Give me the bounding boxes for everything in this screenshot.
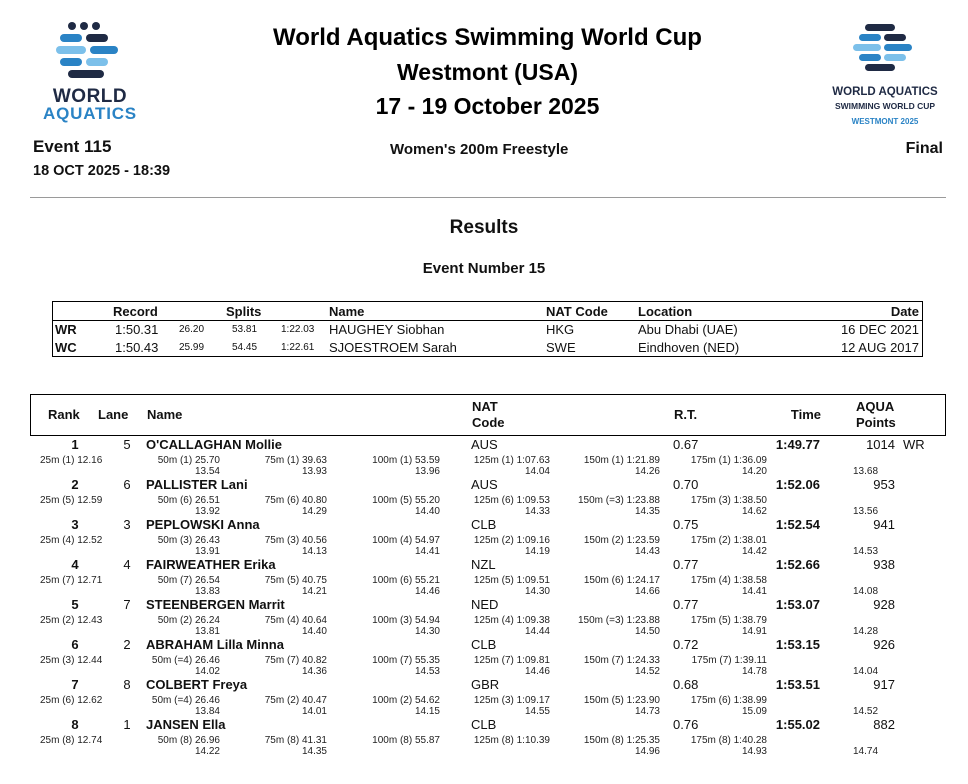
record-split: 25.99 xyxy=(179,342,205,353)
lap-75: 14.13 xyxy=(301,546,327,557)
split-125: 125m (8) 1:10.39 xyxy=(473,735,550,746)
result-lane: 1 xyxy=(123,717,131,732)
split-75: 75m (8) 41.31 xyxy=(264,735,327,746)
lap-200: 14.74 xyxy=(853,746,879,757)
logo-text-westmont: WESTMONT 2025 xyxy=(851,117,919,126)
result-name: FAIRWEATHER Erika xyxy=(146,557,276,572)
split-125: 125m (5) 1:09.51 xyxy=(473,575,550,586)
result-rank: 3 xyxy=(71,517,79,532)
record-time: 1:50.31 xyxy=(115,322,159,337)
lap-150: 14.73 xyxy=(634,706,660,717)
result-name: ABRAHAM Lilla Minna xyxy=(146,637,284,652)
lap-200: 13.68 xyxy=(853,466,879,477)
swimming-world-cup-logo xyxy=(810,22,960,132)
lap-125: 14.33 xyxy=(524,506,550,517)
event-number: Event Number 15 xyxy=(422,260,546,277)
lap-175: 14.78 xyxy=(741,666,767,677)
logo-text-world-aquatics: WORLD AQUATICS xyxy=(832,86,938,98)
logo-text-world: WORLD xyxy=(52,86,128,107)
logo-text-aquatics: AQUATICS xyxy=(43,104,137,123)
lap-150: 14.96 xyxy=(634,746,660,757)
record-holder: SJOESTROEM Sarah xyxy=(329,340,457,355)
event-datetime: 18 OCT 2025 - 18:39 xyxy=(33,163,171,179)
lap-75: 14.35 xyxy=(301,746,327,757)
split-150: 150m (7) 1:24.33 xyxy=(583,655,660,666)
record-time: 1:50.43 xyxy=(115,340,159,355)
result-nat: CLB xyxy=(471,637,497,652)
result-nat: NZL xyxy=(471,557,496,572)
table-row xyxy=(30,717,946,757)
lap-150: 14.26 xyxy=(634,466,660,477)
lap-175: 14.41 xyxy=(741,586,767,597)
result-rt: 0.68 xyxy=(673,677,699,692)
lap-175: 14.62 xyxy=(741,506,767,517)
lap-75: 14.36 xyxy=(301,666,327,677)
split-75: 75m (5) 40.75 xyxy=(264,575,327,586)
col-points: Points xyxy=(856,415,896,430)
lap-175: 14.20 xyxy=(741,466,767,477)
split-175: 175m (7) 1:39.11 xyxy=(691,655,767,666)
split-100: 100m (7) 55.35 xyxy=(372,655,440,666)
lap-50: 13.81 xyxy=(194,626,220,637)
split-150: 150m (=3) 1:23.88 xyxy=(578,495,660,506)
split-150: 150m (5) 1:23.90 xyxy=(583,695,660,706)
lap-100: 14.46 xyxy=(414,586,440,597)
split-175: 175m (8) 1:40.28 xyxy=(690,735,767,746)
result-lane: 5 xyxy=(123,437,131,452)
result-points: 917 xyxy=(873,677,895,692)
result-rt: 0.72 xyxy=(673,637,699,652)
table-row xyxy=(30,557,946,597)
col-time: Time xyxy=(790,407,821,422)
record-date: 16 DEC 2021 xyxy=(840,322,919,337)
lap-150: 14.52 xyxy=(634,666,660,677)
result-rt: 0.75 xyxy=(673,517,699,532)
split-150: 150m (2) 1:23.59 xyxy=(583,535,660,546)
result-lane: 2 xyxy=(123,637,131,652)
world-aquatics-logo xyxy=(30,18,150,122)
record-split: 1:22.03 xyxy=(281,324,315,335)
lap-150: 14.43 xyxy=(634,546,660,557)
lap-200: 14.04 xyxy=(853,666,879,677)
table-row xyxy=(30,477,946,517)
result-lane: 6 xyxy=(123,477,131,492)
result-nat: NED xyxy=(471,597,499,612)
result-rt: 0.76 xyxy=(673,717,699,732)
col-nat: NAT Code xyxy=(546,304,608,319)
split-100: 100m (1) 53.59 xyxy=(372,455,440,466)
col-date: Date xyxy=(890,304,919,319)
split-100: 100m (8) 55.87 xyxy=(372,735,440,746)
split-125: 125m (4) 1:09.38 xyxy=(473,615,550,626)
lap-200: 14.28 xyxy=(853,626,879,637)
split-25: 25m (8) 12.74 xyxy=(40,735,103,746)
split-175: 175m (3) 1:38.50 xyxy=(690,495,767,506)
split-75: 75m (6) 40.80 xyxy=(264,495,327,506)
lap-100: 13.96 xyxy=(414,466,440,477)
split-25: 25m (2) 12.43 xyxy=(40,615,103,626)
split-50: 50m (3) 26.43 xyxy=(157,535,220,546)
record-nat: SWE xyxy=(546,340,576,355)
result-nat: CLB xyxy=(471,517,497,532)
logo-text-world-cup: SWIMMING WORLD CUP xyxy=(834,101,936,111)
split-25: 25m (3) 12.44 xyxy=(40,655,103,666)
split-150: 150m (8) 1:25.35 xyxy=(583,735,660,746)
col-name: Name xyxy=(329,304,365,319)
table-row xyxy=(30,637,946,677)
result-nat: CLB xyxy=(471,717,497,732)
split-100: 100m (6) 55.21 xyxy=(372,575,440,586)
split-125: 125m (2) 1:09.16 xyxy=(473,535,550,546)
lap-75: 14.40 xyxy=(301,626,327,637)
record-split: 1:22.61 xyxy=(281,342,315,353)
record-code: WR xyxy=(55,322,77,337)
result-name: STEENBERGEN Marrit xyxy=(146,597,285,612)
split-100: 100m (3) 54.94 xyxy=(372,615,440,626)
lap-50: 13.84 xyxy=(194,706,220,717)
lap-150: 14.66 xyxy=(634,586,660,597)
record-holder: HAUGHEY Siobhan xyxy=(329,322,445,337)
result-name: O'CALLAGHAN Mollie xyxy=(146,437,282,452)
result-points: 882 xyxy=(873,717,895,732)
split-100: 100m (2) 54.62 xyxy=(372,695,440,706)
split-125: 125m (6) 1:09.53 xyxy=(473,495,550,506)
col-name: Name xyxy=(147,407,183,422)
col-record: Record xyxy=(113,304,158,319)
result-points: 1014 xyxy=(866,437,895,452)
record-split: 53.81 xyxy=(232,324,258,335)
result-lane: 8 xyxy=(123,677,131,692)
event-name: Women's 200m Freestyle xyxy=(390,141,569,158)
split-50: 50m (=4) 26.46 xyxy=(151,655,220,666)
lap-75: 14.01 xyxy=(301,706,327,717)
split-75: 75m (2) 40.47 xyxy=(264,695,327,706)
record-location: Eindhoven (NED) xyxy=(638,340,740,355)
result-rt: 0.70 xyxy=(673,477,699,492)
wave-logo-icon xyxy=(54,20,126,80)
result-record: WR xyxy=(903,437,925,452)
result-time: 1:52.66 xyxy=(775,557,820,572)
result-lane: 4 xyxy=(123,557,131,572)
result-time: 1:53.51 xyxy=(775,677,820,692)
lap-200: 14.08 xyxy=(853,586,879,597)
col-nat: NAT xyxy=(472,399,498,414)
result-rank: 6 xyxy=(71,637,79,652)
results-header xyxy=(30,394,946,436)
split-25: 25m (7) 12.71 xyxy=(40,575,103,586)
split-175: 175m (4) 1:38.58 xyxy=(690,575,767,586)
lap-200: 14.52 xyxy=(853,706,879,717)
lap-125: 14.46 xyxy=(524,666,550,677)
result-points: 953 xyxy=(873,477,895,492)
lap-125: 14.55 xyxy=(524,706,550,717)
col-rank: Rank xyxy=(48,407,80,422)
split-25: 25m (5) 12.59 xyxy=(40,495,103,506)
split-50: 50m (1) 25.70 xyxy=(157,455,220,466)
lap-50: 14.02 xyxy=(194,666,220,677)
result-time: 1:53.15 xyxy=(775,637,820,652)
col-aqua: AQUA xyxy=(856,399,895,414)
record-row xyxy=(53,321,922,339)
result-rank: 2 xyxy=(71,477,79,492)
record-split: 26.20 xyxy=(179,324,205,335)
result-rank: 8 xyxy=(71,717,79,732)
result-nat: AUS xyxy=(471,477,498,492)
record-split: 54.45 xyxy=(232,342,258,353)
lap-125: 14.30 xyxy=(524,586,550,597)
record-location: Abu Dhabi (UAE) xyxy=(638,322,738,337)
col-rt: R.T. xyxy=(674,407,698,422)
lap-100: 14.15 xyxy=(414,706,440,717)
split-150: 150m (1) 1:21.89 xyxy=(583,455,660,466)
table-row xyxy=(30,677,946,717)
split-75: 75m (4) 40.64 xyxy=(264,615,327,626)
split-125: 125m (3) 1:09.17 xyxy=(473,695,550,706)
split-175: 175m (1) 1:36.09 xyxy=(690,455,767,466)
result-rank: 7 xyxy=(71,677,79,692)
lap-200: 14.53 xyxy=(853,546,879,557)
result-nat: AUS xyxy=(471,437,498,452)
result-time: 1:52.06 xyxy=(775,477,820,492)
meet-location: Westmont (USA) xyxy=(396,59,578,85)
split-175: 175m (2) 1:38.01 xyxy=(690,535,767,546)
record-date: 12 AUG 2017 xyxy=(840,340,919,355)
table-row xyxy=(30,437,946,477)
result-name: JANSEN Ella xyxy=(146,717,226,732)
lap-200: 13.56 xyxy=(853,506,879,517)
result-name: COLBERT Freya xyxy=(146,677,248,692)
result-rt: 0.77 xyxy=(673,557,699,572)
lap-50: 13.54 xyxy=(194,466,220,477)
header-divider xyxy=(30,197,946,198)
record-code: WC xyxy=(55,340,77,355)
lap-50: 14.22 xyxy=(194,746,220,757)
results-title: Results xyxy=(449,217,519,238)
lap-100: 14.30 xyxy=(414,626,440,637)
lap-175: 14.42 xyxy=(741,546,767,557)
lap-150: 14.50 xyxy=(634,626,660,637)
result-rt: 0.77 xyxy=(673,597,699,612)
split-125: 125m (1) 1:07.63 xyxy=(473,455,550,466)
table-row xyxy=(30,517,946,557)
col-lane: Lane xyxy=(98,407,129,422)
col-code: Code xyxy=(472,415,505,430)
wave-logo-icon xyxy=(851,22,919,78)
result-points: 938 xyxy=(873,557,895,572)
split-75: 75m (3) 40.56 xyxy=(264,535,327,546)
result-nat: GBR xyxy=(471,677,500,692)
lap-75: 14.29 xyxy=(301,506,327,517)
lap-50: 13.83 xyxy=(194,586,220,597)
result-time: 1:53.07 xyxy=(775,597,820,612)
lap-100: 14.41 xyxy=(414,546,440,557)
result-time: 1:49.77 xyxy=(775,437,820,452)
meet-title: World Aquatics Swimming World Cup xyxy=(273,24,702,51)
result-lane: 7 xyxy=(123,597,131,612)
result-lane: 3 xyxy=(123,517,131,532)
event-round: Final xyxy=(905,140,943,157)
result-time: 1:55.02 xyxy=(775,717,820,732)
meet-dates: 17 - 19 October 2025 xyxy=(375,93,600,119)
records-table xyxy=(52,301,923,357)
lap-150: 14.35 xyxy=(634,506,660,517)
split-125: 125m (7) 1:09.81 xyxy=(473,655,550,666)
lap-175: 14.93 xyxy=(741,746,767,757)
result-points: 926 xyxy=(873,637,895,652)
table-row xyxy=(30,597,946,637)
lap-50: 13.92 xyxy=(194,506,220,517)
split-175: 175m (6) 1:38.99 xyxy=(690,695,767,706)
result-points: 941 xyxy=(873,517,895,532)
lap-100: 14.53 xyxy=(414,666,440,677)
split-25: 25m (1) 12.16 xyxy=(40,455,103,466)
col-location: Location xyxy=(638,304,693,319)
lap-75: 13.93 xyxy=(301,466,327,477)
lap-175: 15.09 xyxy=(741,706,767,717)
result-name: PEPLOWSKI Anna xyxy=(146,517,260,532)
split-100: 100m (4) 54.97 xyxy=(372,535,440,546)
lap-75: 14.21 xyxy=(301,586,327,597)
lap-175: 14.91 xyxy=(741,626,767,637)
lap-125: 14.44 xyxy=(524,626,550,637)
record-nat: HKG xyxy=(546,322,575,337)
split-50: 50m (6) 26.51 xyxy=(157,495,220,506)
result-name: PALLISTER Lani xyxy=(146,477,248,492)
split-50: 50m (=4) 26.46 xyxy=(151,695,220,706)
split-150: 150m (=3) 1:23.88 xyxy=(578,615,660,626)
result-rt: 0.67 xyxy=(673,437,699,452)
split-75: 75m (1) 39.63 xyxy=(264,455,327,466)
result-rank: 1 xyxy=(71,437,79,452)
split-50: 50m (2) 26.24 xyxy=(157,615,220,626)
split-75: 75m (7) 40.82 xyxy=(264,655,327,666)
lap-125: 14.04 xyxy=(524,466,550,477)
result-rank: 5 xyxy=(71,597,79,612)
result-points: 928 xyxy=(873,597,895,612)
split-100: 100m (5) 55.20 xyxy=(372,495,440,506)
record-row xyxy=(53,339,922,357)
col-splits: Splits xyxy=(226,304,262,319)
result-time: 1:52.54 xyxy=(775,517,820,532)
split-25: 25m (4) 12.52 xyxy=(40,535,103,546)
split-150: 150m (6) 1:24.17 xyxy=(583,575,660,586)
split-50: 50m (7) 26.54 xyxy=(157,575,220,586)
lap-100: 14.40 xyxy=(414,506,440,517)
lap-50: 13.91 xyxy=(194,546,220,557)
result-rank: 4 xyxy=(71,557,79,572)
split-175: 175m (5) 1:38.79 xyxy=(690,615,767,626)
event-id: Event 115 xyxy=(33,137,112,156)
split-50: 50m (8) 26.96 xyxy=(157,735,220,746)
lap-125: 14.19 xyxy=(524,546,550,557)
split-25: 25m (6) 12.62 xyxy=(40,695,103,706)
